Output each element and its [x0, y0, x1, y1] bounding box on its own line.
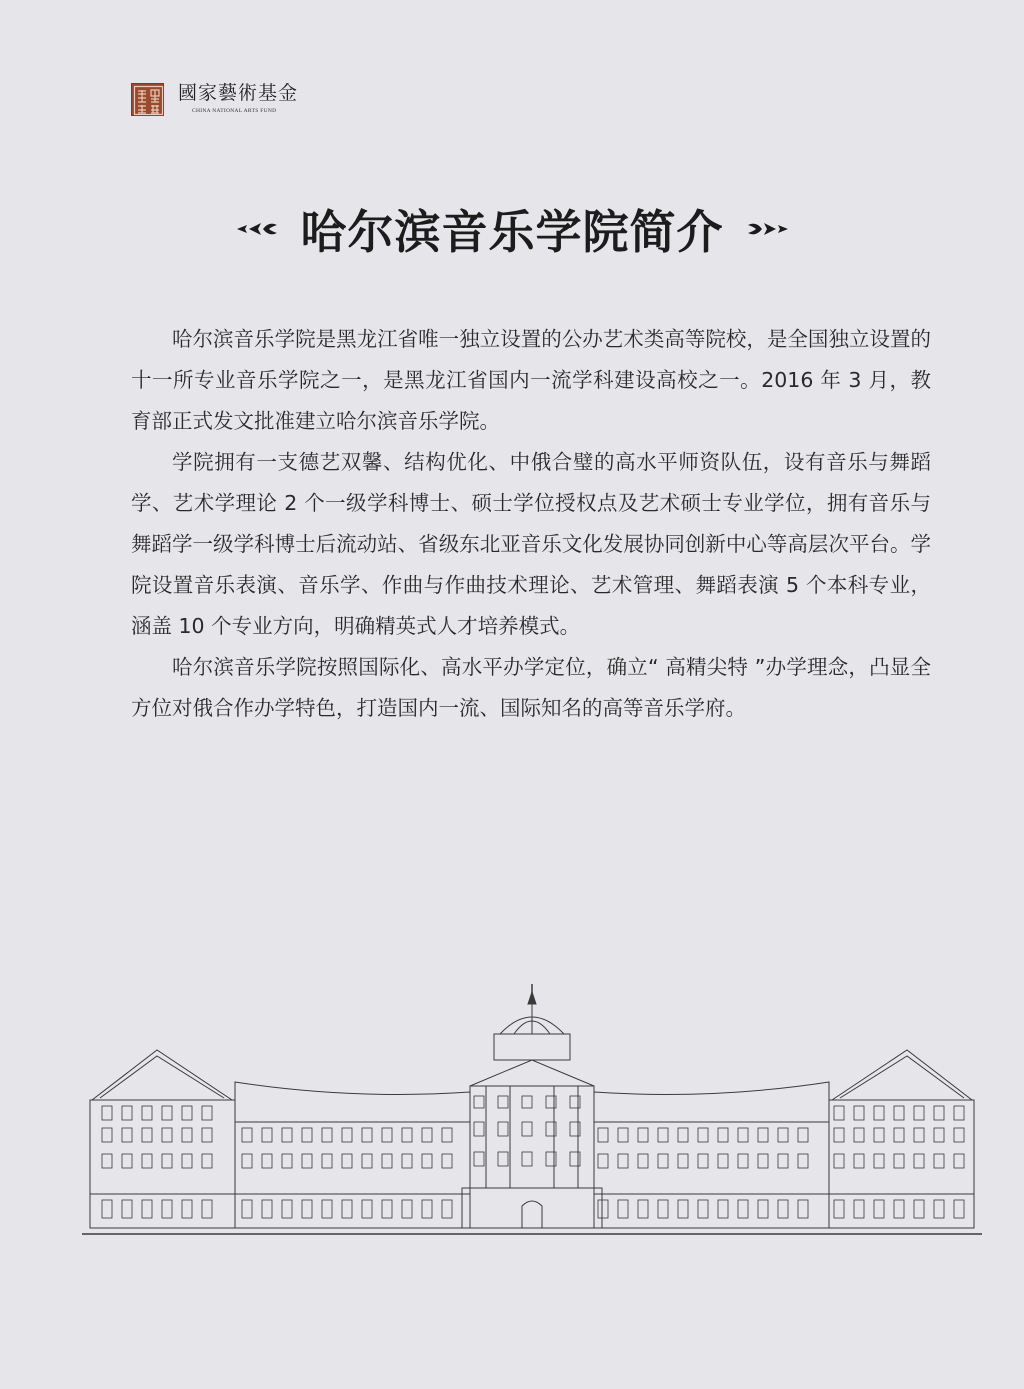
building-window: [322, 1128, 332, 1142]
building-window: [798, 1154, 808, 1168]
building-window: [262, 1154, 272, 1168]
building-window: [678, 1200, 688, 1218]
paragraph-2: 学院拥有一支德艺双馨、结构优化、中俄合璧的高水平师资队伍，设有音乐与舞蹈学、艺术学理论 2 个一级学科博士、硕士学位授权点及艺术硕士专业学位，拥有音乐与舞蹈学一级学科博士后流动站、省级东北亚音乐文化发展协同创新中心等高层次平台。学院设置音乐表演、音乐学、作曲与作曲技术理论、艺术管理、舞蹈表演 5 个本科专业，涵盖 10 个专业方向，明确精英式人才培养模式。: [131, 450, 931, 638]
building-window: [382, 1154, 392, 1168]
building-window: [598, 1154, 608, 1168]
building-window: [498, 1122, 508, 1136]
building-window: [874, 1128, 884, 1142]
building-window: [498, 1096, 508, 1108]
building-window: [162, 1106, 172, 1120]
building-window: [474, 1152, 484, 1166]
building-window: [658, 1154, 668, 1168]
building-window: [738, 1128, 748, 1142]
building-window: [182, 1128, 192, 1142]
building-window: [914, 1106, 924, 1120]
building-window: [954, 1154, 964, 1168]
building-window: [854, 1128, 864, 1142]
building-window: [894, 1128, 904, 1142]
building-window: [678, 1154, 688, 1168]
building-window: [282, 1154, 292, 1168]
building-window: [242, 1128, 252, 1142]
building-window: [422, 1200, 432, 1218]
building-window: [474, 1096, 484, 1108]
building-window: [834, 1128, 844, 1142]
building-window: [202, 1128, 212, 1142]
building-window: [182, 1106, 192, 1120]
building-window: [954, 1106, 964, 1120]
building-window: [142, 1154, 152, 1168]
building-window: [262, 1200, 272, 1218]
building-window: [718, 1200, 728, 1218]
building-window: [738, 1200, 748, 1218]
building-window: [778, 1200, 788, 1218]
building-window: [894, 1106, 904, 1120]
building-window: [618, 1128, 628, 1142]
logo-name-cn: 國家藝術基金: [178, 82, 299, 105]
building-window: [758, 1200, 768, 1218]
building-window: [854, 1106, 864, 1120]
building-window: [322, 1154, 332, 1168]
building-window: [498, 1152, 508, 1166]
building-window: [698, 1154, 708, 1168]
building-window: [758, 1154, 768, 1168]
building-window: [122, 1106, 132, 1120]
building-window: [914, 1128, 924, 1142]
building-window: [362, 1200, 372, 1218]
building-window: [658, 1200, 668, 1218]
building-window: [122, 1200, 132, 1218]
building-window: [798, 1200, 808, 1218]
building-window: [302, 1128, 312, 1142]
building-window: [242, 1154, 252, 1168]
building-window: [638, 1200, 648, 1218]
building-window: [598, 1200, 608, 1218]
building-window: [302, 1200, 312, 1218]
building-window: [638, 1154, 648, 1168]
building-window: [874, 1200, 884, 1218]
building-window: [122, 1154, 132, 1168]
building-window: [182, 1200, 192, 1218]
building-window: [638, 1128, 648, 1142]
building-window: [778, 1128, 788, 1142]
building-window: [382, 1200, 392, 1218]
logo-name-en: CHINA NATIONAL ARTS FUND: [192, 108, 277, 115]
paragraph-3: 哈尔滨音乐学院按照国际化、高水平办学定位，确立“ 高精尖特 ”办学理念，凸显全方位对俄合作办学特色，打造国内一流、国际知名的高等音乐学府。: [131, 655, 931, 720]
building-window: [914, 1154, 924, 1168]
building-window: [522, 1096, 532, 1108]
building-window: [342, 1154, 352, 1168]
building-window: [422, 1128, 432, 1142]
building-window: [914, 1200, 924, 1218]
building-window: [362, 1128, 372, 1142]
building-window: [162, 1200, 172, 1218]
building-window: [302, 1154, 312, 1168]
building-window: [934, 1106, 944, 1120]
building-window: [122, 1128, 132, 1142]
page-title: 哈尔滨音乐学院简介: [300, 205, 724, 259]
building-window: [894, 1200, 904, 1218]
building-window: [102, 1200, 112, 1218]
building-window: [102, 1106, 112, 1120]
building-window: [522, 1122, 532, 1136]
building-window: [894, 1154, 904, 1168]
building-window: [934, 1154, 944, 1168]
building-window: [142, 1106, 152, 1120]
building-window: [402, 1200, 412, 1218]
building-window: [598, 1128, 608, 1142]
building-window: [342, 1200, 352, 1218]
building-window: [402, 1154, 412, 1168]
building-window: [834, 1200, 844, 1218]
intro-text: [131, 319, 931, 729]
building-window: [934, 1200, 944, 1218]
building-window: [618, 1154, 628, 1168]
building-window: [954, 1128, 964, 1142]
building-window: [342, 1128, 352, 1142]
building-window: [202, 1200, 212, 1218]
building-window: [102, 1154, 112, 1168]
building-window: [854, 1154, 864, 1168]
building-window: [262, 1128, 272, 1142]
building-window: [362, 1154, 372, 1168]
building-window: [834, 1154, 844, 1168]
building-window: [778, 1154, 788, 1168]
building-window: [162, 1154, 172, 1168]
building-window: [738, 1154, 748, 1168]
building-window: [874, 1106, 884, 1120]
building-window: [162, 1128, 172, 1142]
title-block: [0, 196, 1024, 262]
right-ornament-icon: [746, 219, 790, 239]
building-window: [422, 1154, 432, 1168]
building-window: [618, 1200, 628, 1218]
building-window: [282, 1200, 292, 1218]
building-window: [282, 1128, 292, 1142]
building-window: [142, 1128, 152, 1142]
conservatory-building-illustration: [82, 982, 982, 1252]
building-window: [698, 1200, 708, 1218]
building-window: [658, 1128, 668, 1142]
building-window: [758, 1128, 768, 1142]
building-window: [442, 1128, 452, 1142]
building-window: [442, 1154, 452, 1168]
building-window: [102, 1128, 112, 1142]
building-window: [382, 1128, 392, 1142]
building-window: [202, 1106, 212, 1120]
building-window: [474, 1122, 484, 1136]
building-window: [522, 1152, 532, 1166]
building-window: [834, 1106, 844, 1120]
building-window: [718, 1128, 728, 1142]
building-window: [874, 1154, 884, 1168]
building-window: [934, 1128, 944, 1142]
building-window: [678, 1128, 688, 1142]
building-window: [954, 1200, 964, 1218]
building-window: [322, 1200, 332, 1218]
building-window: [698, 1128, 708, 1142]
building-window: [142, 1200, 152, 1218]
building-window: [442, 1200, 452, 1218]
left-ornament-icon: [235, 219, 279, 239]
building-window: [718, 1154, 728, 1168]
seal-logo-icon: [131, 83, 164, 116]
header-logo: [131, 83, 298, 116]
building-window: [182, 1154, 192, 1168]
building-window: [242, 1200, 252, 1218]
building-window: [854, 1200, 864, 1218]
paragraph-1: 哈尔滨音乐学院是黑龙江省唯一独立设置的公办艺术类高等院校，是全国独立设置的十一所专业音乐学院之一，是黑龙江省国内一流学科建设高校之一。2016 年 3 月，教育部正式发文批准建立哈尔滨音乐学院。: [131, 327, 931, 433]
building-window: [402, 1128, 412, 1142]
building-window: [798, 1128, 808, 1142]
building-window: [202, 1154, 212, 1168]
